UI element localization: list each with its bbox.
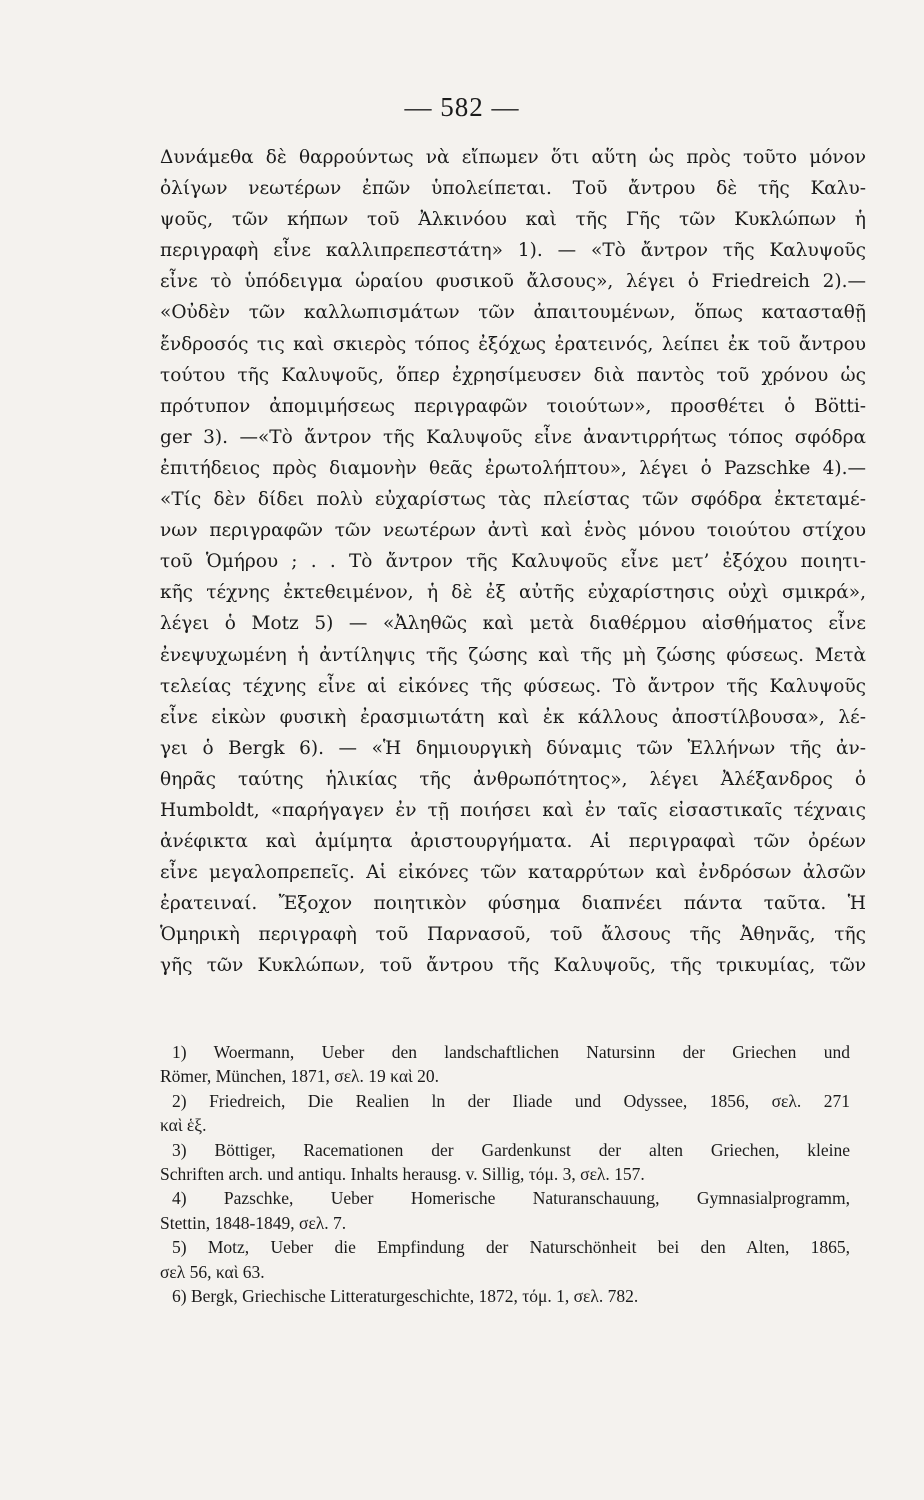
body-line: περιγραφὴ εἶνε καλλιπρεπεστάτη» 1). — «Τὸ ἄντρον τῆς Καλυψοῦς bbox=[160, 240, 866, 262]
footnote-2: 2) Friedreich, Die Realien ln der Iliade und Odyssee, 1856, σελ. 271 bbox=[172, 1090, 850, 1111]
body-line: ἔνδροσός τις καὶ σκιερὸς τόπος ἐξόχως ἐρατεινός, λείπει ἐκ τοῦ ἄντρου bbox=[160, 333, 866, 355]
body-line: λέγει ὁ Motz 5) — «Ἀληθῶς καὶ μετὰ διαθέρμου αἰσθήματος εἶνε bbox=[160, 613, 866, 635]
body-line: νων περιγραφῶν τῶν νεωτέρων ἀντὶ καὶ ἑνὸς μόνου τοιούτου στίχου bbox=[160, 520, 866, 542]
page-number: — 582 — bbox=[404, 92, 520, 122]
body-line: γῆς τῶν Κυκλώπων, τοῦ ἄντρου τῆς Καλυψοῦς, τῆς τρικυμίας, τῶν bbox=[160, 955, 866, 977]
body-line: ger 3). —«Τὸ ἄντρον τῆς Καλυψοῦς εἶνε ἀναντιρρήτως τόπος σφόδρα bbox=[160, 426, 866, 448]
body-line: ψοῦς, τῶν κήπων τοῦ Ἀλκινόου καὶ τῆς Γῆς τῶν Κυκλώπων ἡ bbox=[160, 209, 866, 231]
footnotes bbox=[160, 1040, 850, 1308]
footnote-1-cont: Römer, München, 1871, σελ. 19 καὶ 20. bbox=[160, 1066, 439, 1087]
body-line: τελείας τέχνης εἶνε αἱ εἰκόνες τῆς φύσεως. Τὸ ἄντρον τῆς Καλυψοῦς bbox=[160, 675, 866, 697]
body-line: «Τίς δὲν δίδει πολὺ εὐχαρίστως τὰς πλείστας τῶν σφόδρα ἐκτεταμέ- bbox=[160, 489, 866, 511]
footnote-3-cont: Schriften arch. und antiqu. Inhalts herausg. v. Sillig, τόμ. 3, σελ. 157. bbox=[160, 1163, 645, 1184]
body-line: Ὁμηρικὴ περιγραφὴ τοῦ Παρνασοῦ, τοῦ ἄλσους τῆς Ἀθηνᾶς, τῆς bbox=[160, 924, 866, 946]
body-line: γει ὁ Bergk 6). — «Ἡ δημιουργικὴ δύναμις τῶν Ἑλλήνων τῆς ἀν- bbox=[160, 737, 866, 759]
body-line: εἶνε τὸ ὑπόδειγμα ὡραίου φυσικοῦ ἄλσους», λέγει ὁ Friedreich 2).— bbox=[160, 271, 866, 293]
body-text bbox=[160, 142, 866, 982]
body-line: Humboldt, «παρήγαγεν ἐν τῇ ποιήσει καὶ ἐν ταῖς εἰσαστικαῖς τέχναις bbox=[160, 799, 866, 821]
footnote-4: 4) Pazschke, Ueber Homerische Naturanschauung, Gymnasialprogramm, bbox=[172, 1188, 850, 1209]
footnote-2-cont: καὶ ἑξ. bbox=[160, 1115, 207, 1136]
body-line: ἐπιτήδειος πρὸς διαμονὴν θεᾶς ἐρωτολήπτου», λέγει ὁ Pazschke 4).— bbox=[160, 457, 866, 479]
body-line: τοῦ Ὁμήρου ; . . Τὸ ἄντρον τῆς Καλυψοῦς εἶνε μετ’ ἐξόχου ποιητι- bbox=[160, 551, 866, 573]
body-line: κῆς τέχνης ἐκτεθειμένον, ἡ δὲ ἐξ αὐτῆς εὐχαρίστησις οὐχὶ σμικρά», bbox=[160, 582, 866, 604]
footnote-1: 1) Woermann, Ueber den landschaftlichen Natursinn der Griechen und bbox=[172, 1042, 850, 1062]
body-line: θηρᾶς ταύτης ἡλικίας τῆς ἀνθρωπότητος», λέγει Ἀλέξανδρος ὁ bbox=[160, 768, 866, 790]
footnote-5: 5) Motz, Ueber die Empfindung der Naturschönheit bei den Alten, 1865, bbox=[172, 1237, 850, 1258]
body-line: «Οὐδὲν τῶν καλλωπισμάτων τῶν ἀπαιτουμένων, ὅπως κατασταθῇ bbox=[160, 302, 866, 324]
body-line: εἶνε εἰκὼν φυσικὴ ἐρασμιωτάτη καὶ ἐκ κάλλους ἀποστίλβουσα», λέ- bbox=[160, 706, 866, 728]
body-line: πρότυπον ἀπομιμήσεως περιγραφῶν τοιούτων», προσθέτει ὁ Bötti- bbox=[160, 395, 866, 417]
body-line: Δυνάμεθα δὲ θαρρούντως νὰ εἴπωμεν ὅτι αὕτη ὡς πρὸς τοῦτο μόνον bbox=[160, 147, 866, 168]
footnote-4-cont: Stettin, 1848-1849, σελ. 7. bbox=[160, 1212, 347, 1233]
footnote-6: 6) Bergk, Griechische Litteraturgeschichte, 1872, τόμ. 1, σελ. 782. bbox=[172, 1285, 639, 1306]
body-line: εἶνε μεγαλοπρεπεῖς. Αἱ εἰκόνες τῶν καταρρύτων καὶ ἐνδρόσων ἀλσῶν bbox=[160, 862, 866, 884]
body-line: ὀλίγων νεωτέρων ἐπῶν ὑπολείπεται. Τοῦ ἄντρου δὲ τῆς Καλυ- bbox=[160, 178, 866, 200]
body-line: τούτου τῆς Καλυψοῦς, ὅπερ ἐχρησίμευσεν διὰ παντὸς τοῦ χρόνου ὡς bbox=[160, 364, 866, 386]
footnote-5-cont: σελ 56, καὶ 63. bbox=[160, 1261, 265, 1282]
footnote-3: 3) Böttiger, Racemationen der Gardenkunst der alten Griechen, kleine bbox=[172, 1139, 850, 1160]
body-line: ἐνεψυχωμένη ἡ ἀντίληψις τῆς ζώσης καὶ τῆς μὴ ζώσης φύσεως. Μετὰ bbox=[160, 644, 866, 666]
body-line: ἀνέφικτα καὶ ἀμίμητα ἀριστουργήματα. Αἱ περιγραφαὶ τῶν ὀρέων bbox=[160, 831, 866, 853]
body-line: ἐρατειναί. Ἔξοχον ποιητικὸν φύσημα διαπνέει πάντα ταῦτα. Ἡ bbox=[160, 893, 866, 915]
